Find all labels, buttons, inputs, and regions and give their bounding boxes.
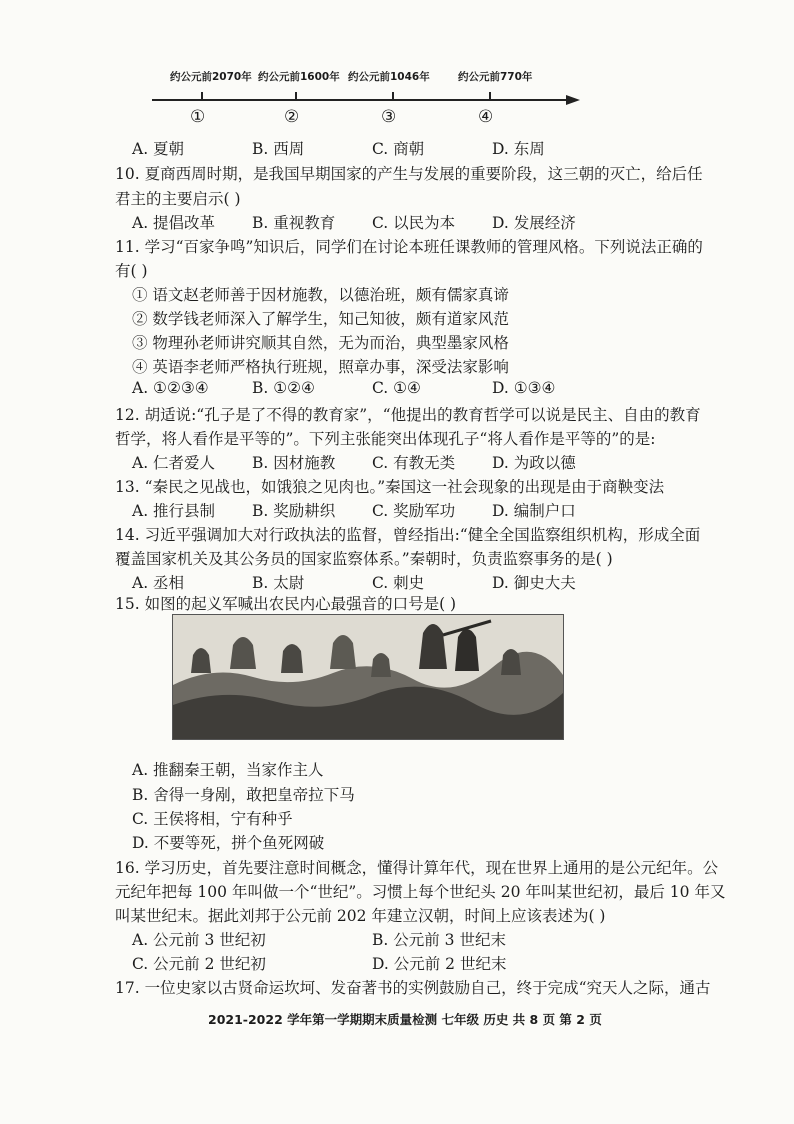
q11-stem-line-2: 有( ) xyxy=(115,262,148,280)
q11-item-1: ① 语文赵老师善于因材施教，以德治班，颇有儒家真谛 xyxy=(132,286,509,304)
q9-option-c[interactable]: C. 商朝 xyxy=(372,140,425,158)
q11-item-4: ④ 英语李老师严格执行班规，照章办事，深受法家影响 xyxy=(132,358,509,376)
q14-option-a[interactable]: A. 丞相 xyxy=(132,574,185,592)
q15-option-c[interactable]: C. 王侯将相，宁有种乎 xyxy=(132,810,293,828)
timeline-label-4: 约公元前770年 xyxy=(458,71,533,83)
q13-stem-line-1: 13. “秦民之见战也，如饿狼之见肉也。”秦国这一社会现象的出现是由于商鞅变法 xyxy=(115,478,665,496)
q10-option-c[interactable]: C. 以民为本 xyxy=(372,214,456,232)
q11-item-2: ② 数学钱老师深入了解学生，知己知彼，颇有道家风范 xyxy=(132,310,509,328)
q10-stem-line-2: 君主的主要启示( ) xyxy=(115,190,241,208)
q15-option-d[interactable]: D. 不要等死，拼个鱼死网破 xyxy=(132,834,325,852)
q13-option-d[interactable]: D. 编制户口 xyxy=(492,502,576,520)
q14-option-d[interactable]: D. 御史大夫 xyxy=(492,574,576,592)
q14-option-b[interactable]: B. 太尉 xyxy=(252,574,305,592)
q10-option-b[interactable]: B. 重视教育 xyxy=(252,214,336,232)
q11-item-3: ③ 物理孙老师讲究顺其自然，无为而治，典型墨家风格 xyxy=(132,334,509,352)
q16-stem-line-2: 元纪年把每 100 年叫做一个“世纪”。习惯上每个世纪头 20 年叫某世纪初，最后 10 年又 xyxy=(115,883,726,901)
q10-stem-line-1: 10. 夏商西周时期，是我国早期国家的产生与发展的重要阶段，这三朝的灭亡，给后任 xyxy=(115,165,703,183)
q11-option-d[interactable]: D. ①③④ xyxy=(492,379,556,397)
q13-option-c[interactable]: C. 奖励军功 xyxy=(372,502,456,520)
q14-stem-line-2: 覆盖国家机关及其公务员的国家监察体系。”秦朝时，负责监察事务的是( ) xyxy=(115,550,613,568)
timeline-marker-3: ③ xyxy=(381,107,397,127)
timeline-axis xyxy=(150,88,582,110)
q12-stem-line-2: 哲学，将人看作是平等的”。下列主张能突出体现孔子“将人看作是平等的”的是: xyxy=(115,430,656,448)
q11-stem-line-1: 11. 学习“百家争鸣”知识后，同学们在讨论本班任课教师的管理风格。下列说法正确的 xyxy=(115,238,703,256)
q10-option-d[interactable]: D. 发展经济 xyxy=(492,214,576,232)
page-footer: 2021-2022 学年第一学期期末质量检测 七年级 历史 共 8 页 第 2 页 xyxy=(208,1012,602,1027)
q10-option-a[interactable]: A. 提倡改革 xyxy=(132,214,216,232)
q14-stem-line-1: 14. 习近平强调加大对行政执法的监督，曾经指出:“健全全国监察组织机构，形成全面 xyxy=(115,526,701,544)
q12-option-b[interactable]: B. 因材施教 xyxy=(252,454,336,472)
q12-option-a[interactable]: A. 仁者爱人 xyxy=(132,454,216,472)
q11-option-b[interactable]: B. ①②④ xyxy=(252,379,315,397)
q14-option-c[interactable]: C. 刺史 xyxy=(372,574,425,592)
q15-stem-line-1: 15. 如图的起义军喊出农民内心最强音的口号是( ) xyxy=(115,595,457,613)
q12-option-c[interactable]: C. 有教无类 xyxy=(372,454,456,472)
q9-option-a[interactable]: A. 夏朝 xyxy=(132,140,185,158)
q17-stem-line-1: 17. 一位史家以古贤命运坎坷、发奋著书的实例鼓励自己，终于完成“究天人之际，通古 xyxy=(115,979,711,997)
q16-option-a[interactable]: A. 公元前 3 世纪初 xyxy=(132,931,266,949)
q16-stem-line-1: 16. 学习历史，首先要注意时间概念，懂得计算年代，现在世界上通用的是公元纪年。公 xyxy=(115,859,719,877)
timeline-label-2: 约公元前1600年 xyxy=(258,71,340,83)
q15-option-a[interactable]: A. 推翻秦王朝，当家作主人 xyxy=(132,761,324,779)
q9-option-b[interactable]: B. 西周 xyxy=(252,140,305,158)
q11-option-c[interactable]: C. ①④ xyxy=(372,379,421,397)
timeline-marker-2: ② xyxy=(284,107,300,127)
q13-option-b[interactable]: B. 奖励耕织 xyxy=(252,502,336,520)
timeline-label-1: 约公元前2070年 xyxy=(170,71,252,83)
q15-option-b[interactable]: B. 舍得一身剐，敢把皇帝拉下马 xyxy=(132,786,355,804)
q16-option-c[interactable]: C. 公元前 2 世纪初 xyxy=(132,955,266,973)
timeline-marker-1: ① xyxy=(190,107,206,127)
q11-option-a[interactable]: A. ①②③④ xyxy=(132,379,209,397)
q12-option-d[interactable]: D. 为政以德 xyxy=(492,454,576,472)
q13-option-a[interactable]: A. 推行县制 xyxy=(132,502,216,520)
timeline-marker-4: ④ xyxy=(478,107,494,127)
timeline-label-3: 约公元前1046年 xyxy=(348,71,430,83)
q12-stem-line-1: 12. 胡适说:“孔子是了不得的教育家”，“他提出的教育哲学可以说是民主、自由的教育 xyxy=(115,406,701,424)
q16-option-d[interactable]: D. 公元前 2 世纪末 xyxy=(372,955,507,973)
q9-option-d[interactable]: D. 东周 xyxy=(492,140,545,158)
uprising-illustration xyxy=(172,614,564,740)
q16-option-b[interactable]: B. 公元前 3 世纪末 xyxy=(372,931,506,949)
q16-stem-line-3: 叫某世纪末。据此刘邦于公元前 202 年建立汉朝，时间上应该表述为( ) xyxy=(115,907,606,925)
